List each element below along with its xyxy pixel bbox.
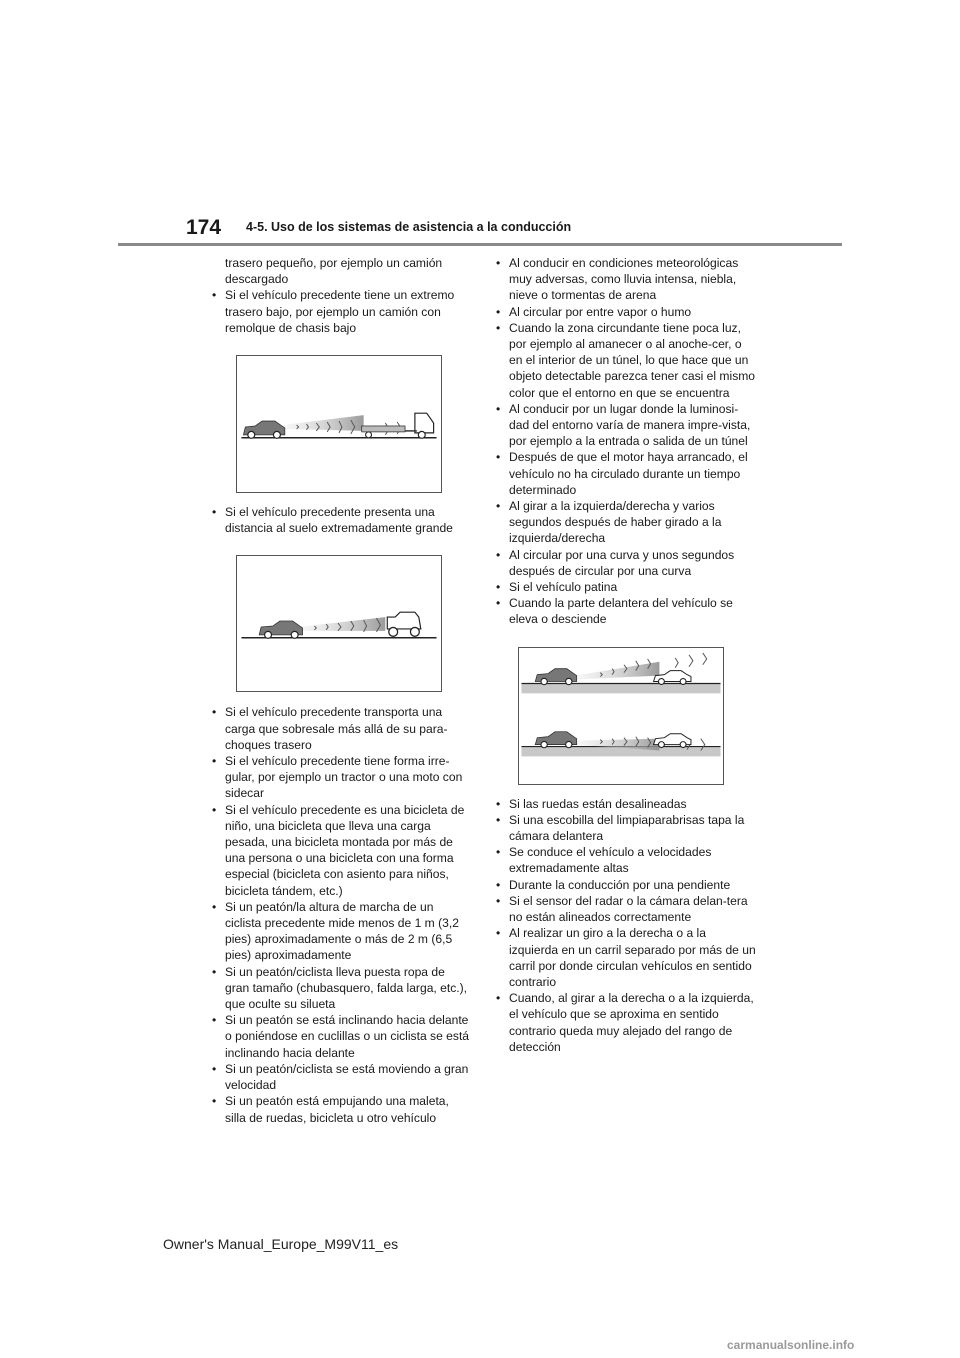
list-item: • Durante la conducción por una pendiente — [496, 877, 758, 893]
list-item: • Cuando la parte delantera del vehículo se eleva o desciende — [496, 595, 758, 627]
car-following-low-trailer-truck-illustration — [237, 356, 441, 492]
section-title: 4-5. Uso de los sistemas de asistencia a la conducción — [246, 220, 572, 234]
left-column — [212, 255, 470, 1126]
list-item: • Si el vehículo patina — [496, 579, 758, 595]
list-item: • Al circular por una curva y unos segundos después de circular por una curva — [496, 547, 758, 579]
list-item: • Cuando la zona circundante tiene poca luz, por ejemplo al amanecer o al anoche-cer, o en el interior de un túnel, lo que hace que un objeto detectable parezca tener casi el mismo color que el entorno en que se encuentra — [496, 320, 758, 401]
list-item: • Si un peatón está empujando una maleta, silla de ruedas, bicicleta u otro vehículo — [212, 1093, 470, 1125]
list-item: • Si el vehículo precedente tiene forma irre-gular, por ejemplo un tractor o una moto con sidecar — [212, 753, 470, 802]
watermark: carmanualsonline.info — [727, 1338, 855, 1352]
list-item: • Al conducir por un lugar donde la luminosi-dad del entorno varía de manera impre-vista, por ejemplo a la entrada o salida de un túnel — [496, 401, 758, 450]
list-item: • Si las ruedas están desalineadas — [496, 796, 758, 812]
pitch-figure — [518, 647, 724, 785]
list-item: • Al realizar un giro a la derecha o a la izquierda en un carril separado por más de un carril por donde circulan vehículos en sentido contrario — [496, 925, 758, 990]
list-item: • Se conduce el vehículo a velocidades extremadamente altas — [496, 844, 758, 876]
right-column — [496, 255, 758, 1055]
list-item: • Al circular por entre vapor o humo — [496, 304, 758, 320]
intro-line: descargado — [225, 272, 289, 287]
list-item: • Si un peatón/ciclista se está moviendo a gran velocidad — [212, 1061, 470, 1093]
header-divider — [118, 243, 842, 246]
list-item: • Si una escobilla del limpiaparabrisas tapa la cámara delantera — [496, 812, 758, 844]
list-item: • Si un peatón/la altura de marcha de un ciclista precedente mide menos de 1 m (3,2 pies) aproximadamente o más de 2 m (6,5 pies) aproximadamente — [212, 899, 470, 964]
low-trailer-figure — [236, 355, 442, 493]
list-item: • Al girar a la izquierda/derecha y varios segundos después de haber girado a la izquierda/derecha — [496, 498, 758, 547]
list-item: • Si un peatón se está inclinando hacia delante o poniéndose en cuclillas o un ciclista se está inclinando hacia delante — [212, 1012, 470, 1061]
intro-line: trasero pequeño, por ejemplo un camión — [225, 256, 443, 270]
list-item: • Cuando, al girar a la derecha o a la izquierda, el vehículo que se aproxima en sentido contrario queda muy alejado del rango de detección — [496, 990, 758, 1055]
car-following-high-clearance-suv-illustration — [237, 556, 441, 691]
high-clearance-figure — [236, 555, 442, 692]
page-number: 174 — [186, 216, 222, 239]
list-item: • Si un peatón/ciclista lleva puesta ropa de gran tamaño (chubasquero, falda larga, etc.), que oculte su silueta — [212, 964, 470, 1013]
list-item: • Si el vehículo precedente presenta una distancia al suelo extremadamente grande — [212, 504, 470, 536]
list-item: • Si el sensor del radar o la cámara delan-tera no están alineados correctamente — [496, 893, 758, 925]
list-item: • Después de que el motor haya arrancado, el vehículo no ha circulado durante un tiempo determinado — [496, 449, 758, 498]
list-item: • Si el vehículo precedente transporta una carga que sobresale más allá de su para-choques trasero — [212, 704, 470, 753]
car-pitching-up-and-down-illustration — [519, 648, 723, 784]
list-item: • Al conducir en condiciones meteorológicas muy adversas, como lluvia intensa, niebla, nieve o tormentas de arena — [496, 255, 758, 304]
footer-manual-name: Owner's Manual_Europe_M99V11_es — [163, 1236, 399, 1252]
list-item: • Si el vehículo precedente es una bicicleta de niño, una bicicleta que lleva una carga pesada, una bicicleta montada por más de una persona o una bicicleta con una forma especial (bicicleta con asiento para niños, bicicleta tándem, etc.) — [212, 802, 470, 899]
list-item: • Si el vehículo precedente tiene un extremo trasero bajo, por ejemplo un camión con remolque de chasis bajo — [212, 287, 470, 336]
